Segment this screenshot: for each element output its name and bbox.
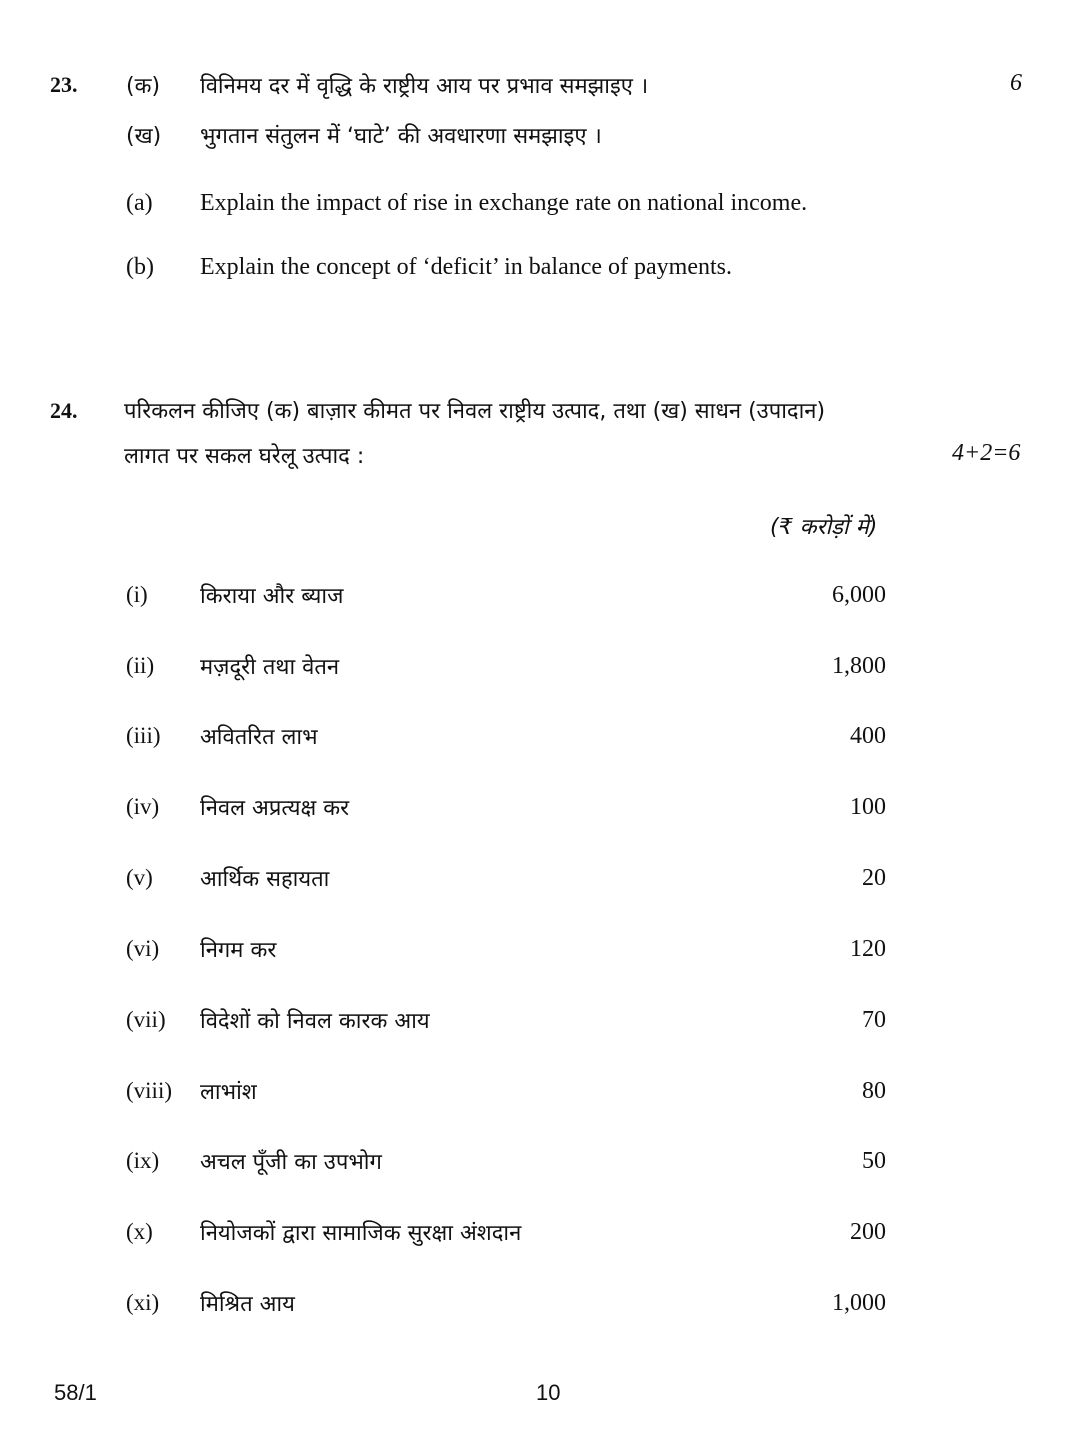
item-value: 1,000	[832, 1290, 886, 1316]
item-value: 70	[862, 1007, 886, 1033]
item-label: (ix)	[126, 1148, 160, 1173]
item-text: मज़दूरी तथा वेतन	[200, 655, 340, 680]
item-label: (x)	[126, 1219, 153, 1244]
item-label: (viii)	[126, 1078, 172, 1103]
item-label: (i)	[126, 582, 148, 607]
item-value: 50	[862, 1148, 886, 1174]
page-number: 10	[536, 1380, 561, 1405]
item-text: किराया और ब्याज	[200, 584, 344, 609]
item-value: 100	[850, 794, 886, 820]
q24-line-2: लागत पर सकल घरेलू उत्पाद :	[124, 444, 365, 469]
item-label: (xi)	[126, 1290, 160, 1315]
item-text: निवल अप्रत्यक्ष कर	[200, 796, 350, 821]
q23-hindi-a-text: विनिमय दर में वृद्धि के राष्ट्रीय आय पर प्रभाव समझाइए ।	[200, 74, 649, 99]
item-value: 1,800	[832, 653, 886, 679]
item-text: निगम कर	[200, 938, 277, 963]
item-value: 20	[862, 865, 886, 891]
q23-hindi-b-text: भुगतान संतुलन में ‘घाटे’ की अवधारणा समझाइए ।	[200, 124, 602, 149]
item-text: आर्थिक सहायता	[200, 867, 330, 892]
q23-hindi-b-label: (ख)	[126, 124, 162, 149]
item-text: अवितरित लाभ	[200, 725, 318, 750]
q23-english-b-text: Explain the concept of ‘deficit’ in balance of payments.	[200, 254, 733, 280]
item-label: (vi)	[126, 936, 160, 961]
q24-marks: 4+2=6	[952, 440, 1021, 466]
q23-english-a-label: (a)	[126, 190, 153, 216]
q23-hindi-a-label: (क)	[126, 74, 161, 99]
item-label: (vii)	[126, 1007, 166, 1032]
item-text: विदेशों को निवल कारक आय	[200, 1009, 430, 1034]
question-24-number: 24.	[50, 398, 78, 423]
q23-english-b-label: (b)	[126, 254, 154, 280]
item-value: 80	[862, 1078, 886, 1104]
item-text: नियोजकों द्वारा सामाजिक सुरक्षा अंशदान	[200, 1221, 522, 1246]
q23-english-a-text: Explain the impact of rise in exchange rate on national income.	[200, 190, 808, 216]
question-23-number: 23.	[50, 72, 78, 97]
q24-unit-label: (₹ करोड़ों में)	[770, 515, 878, 540]
item-value: 120	[850, 936, 886, 962]
item-label: (ii)	[126, 653, 155, 678]
paper-code: 58/1	[54, 1380, 97, 1405]
item-value: 200	[850, 1219, 886, 1245]
item-label: (iv)	[126, 794, 160, 819]
q23-marks: 6	[1010, 70, 1022, 96]
q24-line-1: परिकलन कीजिए (क) बाज़ार कीमत पर निवल राष्ट्रीय उत्पाद, तथा (ख) साधन (उपादान)	[124, 399, 826, 424]
item-label: (v)	[126, 865, 153, 890]
item-text: अचल पूँजी का उपभोग	[200, 1150, 382, 1175]
item-text: लाभांश	[200, 1080, 257, 1105]
item-value: 400	[850, 723, 886, 749]
item-label: (iii)	[126, 723, 161, 748]
item-value: 6,000	[832, 582, 886, 608]
item-text: मिश्रित आय	[200, 1292, 295, 1317]
